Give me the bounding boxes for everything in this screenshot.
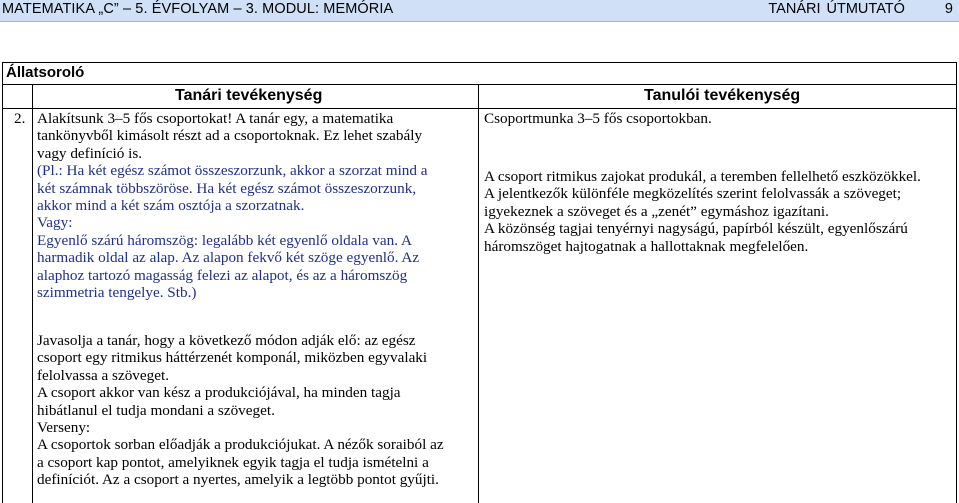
text-line: két számnak többszöröse. Ha két egész számot összeszorzunk, bbox=[37, 179, 417, 197]
teacher-paragraph-1 bbox=[37, 110, 477, 301]
column-header-student: Tanulói tevékenység bbox=[644, 87, 801, 104]
title-row-border bbox=[2, 84, 957, 85]
guide-label: TANÁRI ÚTMUTATÓ bbox=[768, 1, 905, 17]
text-line: A csoportok sorban előadják a produkciójukat. A nézők soraiból az bbox=[37, 436, 444, 454]
text-line: harmadik oldal az alap. Az alapon fekvő két szöge egyenlő. Az bbox=[37, 249, 420, 267]
table-title: Állatsoroló bbox=[6, 64, 85, 81]
text-line: háromszöget hajtogatnak a hallottaknak megfelelően. bbox=[484, 237, 809, 255]
text-line: A csoport ritmikus zajokat produkál, a teremben fellelhető eszközökkel. bbox=[484, 168, 921, 185]
table-left-border bbox=[2, 62, 3, 503]
text-line: hibátlanul el tudja mondani a szöveget. bbox=[37, 401, 275, 419]
text-line: a csoport kap pontot, amelyiknek egyik tagja el tudja ismételni a bbox=[37, 453, 429, 471]
text-line: vagy definíció is. bbox=[37, 144, 143, 162]
text-line: definíciót. Az a csoport a nyertes, amelyik a legtöbb pontot gyűjti. bbox=[37, 471, 439, 489]
text-line: Javasolja a tanár, hogy a következő módon adják elő: az egész bbox=[37, 332, 416, 349]
student-paragraph bbox=[484, 168, 954, 255]
number-column-border bbox=[32, 84, 33, 503]
student-line-1 bbox=[484, 110, 954, 127]
text-line: Csoportmunka 3–5 fős csoportokban. bbox=[484, 110, 712, 127]
text-line: tankönyvből kimásolt részt ad a csoportoknak. Ez lehet szabály bbox=[37, 127, 423, 145]
text-line: (Pl.: Ha két egész számot összeszorzunk, akkor a szorzat mind a bbox=[37, 162, 428, 180]
row-number: 2. bbox=[14, 110, 26, 127]
middle-column-border bbox=[478, 84, 479, 503]
header-right bbox=[768, 1, 953, 17]
text-line: felolvassa a szöveget. bbox=[37, 366, 169, 384]
teacher-paragraph-2 bbox=[37, 332, 477, 489]
page-header bbox=[0, 0, 959, 22]
column-header-teacher: Tanári tevékenység bbox=[175, 87, 323, 104]
text-line: Vagy: bbox=[37, 214, 73, 232]
text-line: Egyenlő szárú háromszög: legalább két egyenlő oldala van. A bbox=[37, 231, 412, 249]
page-number: 9 bbox=[944, 1, 953, 17]
text-line: csoport egy ritmikus háttérzenét komponál, miközben egyvalaki bbox=[37, 349, 428, 367]
table-right-border bbox=[956, 62, 957, 503]
text-line: szimmetria tengelye. Stb.) bbox=[37, 284, 197, 302]
header-row-border bbox=[2, 108, 957, 109]
text-line: akkor mind a két szám osztója a szorzatnak. bbox=[37, 197, 305, 215]
module-title: MATEMATIKA „C” – 5. ÉVFOLYAM – 3. MODUL: MEMÓRIA bbox=[2, 1, 394, 17]
text-line: igyekeznek a szöveget és a „zenét” egymáshoz igazítani. bbox=[484, 202, 829, 220]
text-line: A csoport akkor van kész a produkciójával, ha minden tagja bbox=[37, 384, 401, 402]
text-line: Verseny: bbox=[37, 419, 91, 437]
text-line: Alakítsunk 3–5 fős csoportokat! A tanár egy, a matematika bbox=[37, 110, 394, 127]
table-top-border bbox=[2, 62, 957, 63]
text-line: A jelentkezők különféle megközelítés szerint felolvassák a szöveget; bbox=[484, 185, 902, 203]
text-line: alaphoz tartozó magasság felezi az alapot, és az a háromszög bbox=[37, 266, 408, 284]
text-line: A közönség tagjai tenyérnyi nagyságú, papírból készült, egyenlőszárú bbox=[484, 220, 908, 238]
